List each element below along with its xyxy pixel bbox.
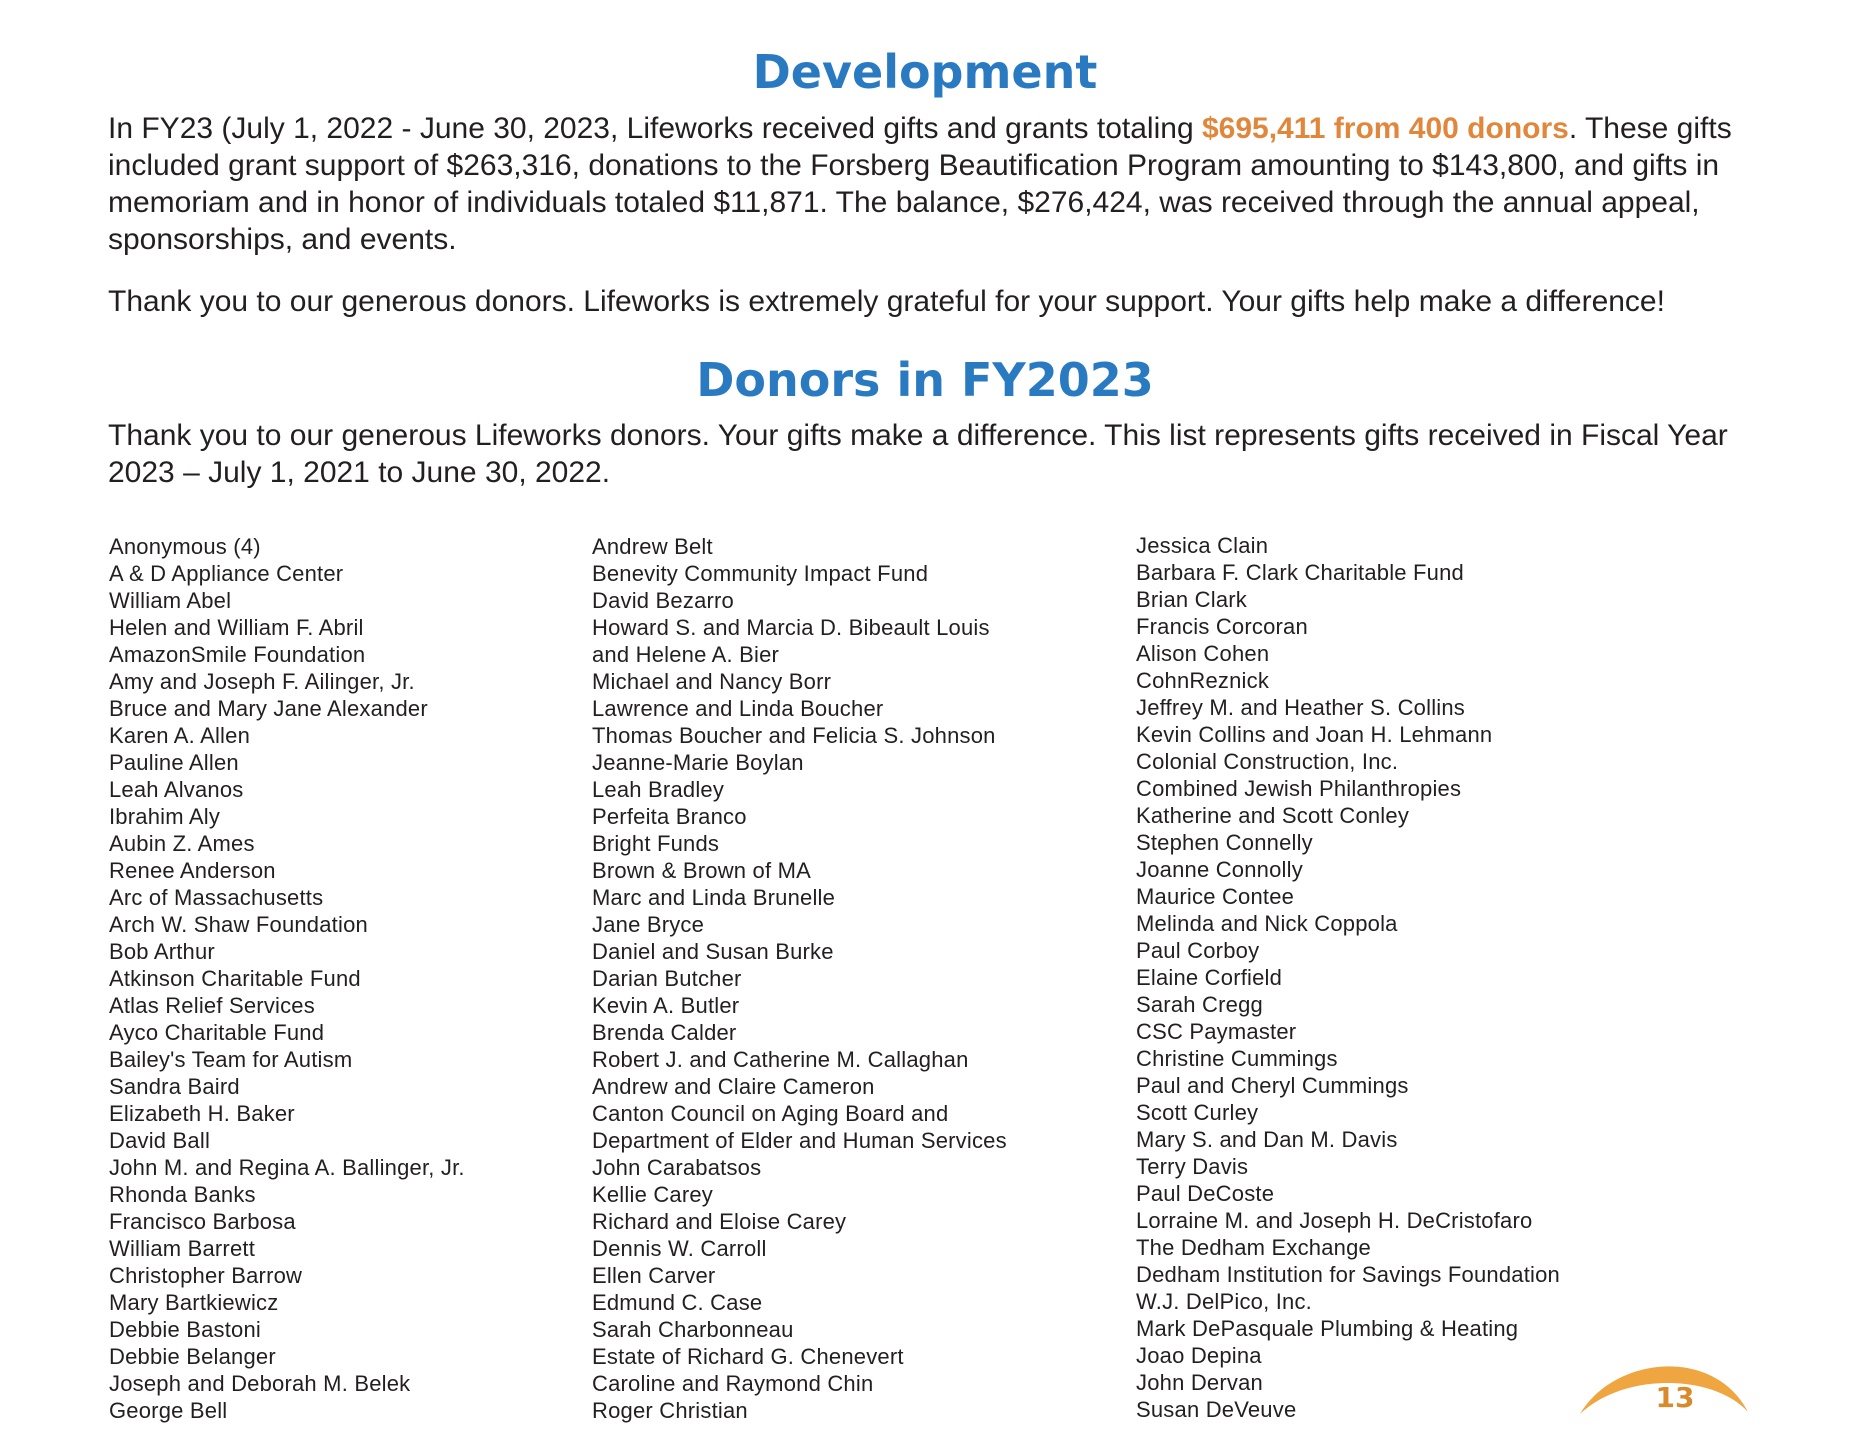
donor-name: Helen and William F. Abril	[109, 615, 364, 640]
donor-name: Karen A. Allen	[109, 723, 251, 748]
donor-name: The Dedham Exchange	[1136, 1235, 1371, 1260]
donor-name: Susan DeVeuve	[1136, 1397, 1297, 1422]
donor-name: Estate of Richard G. Chenevert	[592, 1344, 904, 1369]
donor-name: Richard and Eloise Carey	[592, 1209, 847, 1234]
donor-name: Sarah Cregg	[1136, 992, 1263, 1017]
donor-name: Paul Corboy	[1136, 938, 1260, 963]
donor-name: William Abel	[109, 588, 232, 613]
donor-name: Andrew Belt	[592, 534, 713, 559]
donor-name: Joanne Connolly	[1136, 857, 1303, 882]
donor-name: Kevin A. Butler	[592, 993, 740, 1018]
donor-list-column-3	[1136, 532, 1560, 1423]
donor-name: Pauline Allen	[109, 750, 239, 775]
donor-name: Canton Council on Aging Board and	[592, 1101, 949, 1126]
donors-intro-paragraph: Thank you to our generous Lifeworks donors. Your gifts make a difference. This list represents gifts received in Fiscal Year 2023 – July 1, 2021 to June 30, 2022.	[108, 419, 1728, 489]
thanks-paragraph: Thank you to our generous donors. Lifeworks is extremely grateful for your support. Your gifts help make a difference!	[108, 285, 1665, 318]
donor-name: Francisco Barbosa	[109, 1209, 296, 1234]
donor-name: Benevity Community Impact Fund	[592, 561, 929, 586]
donor-name: Perfeita Branco	[592, 804, 747, 829]
donor-name: Brian Clark	[1136, 587, 1248, 612]
donor-name: Department of Elder and Human Services	[592, 1128, 1007, 1153]
donor-list-column-1	[109, 533, 465, 1424]
donor-name: Aubin Z. Ames	[109, 831, 255, 856]
donor-name: Barbara F. Clark Charitable Fund	[1136, 560, 1464, 585]
donor-name: Bob Arthur	[109, 939, 215, 964]
donor-list-column-2	[592, 533, 1007, 1424]
donor-name: Darian Butcher	[592, 966, 742, 991]
donor-name: Francis Corcoran	[1136, 614, 1308, 639]
donor-name: Leah Bradley	[592, 777, 725, 802]
donor-name: Kevin Collins and Joan H. Lehmann	[1136, 722, 1493, 747]
donor-name: CSC Paymaster	[1136, 1019, 1297, 1044]
donor-name: Rhonda Banks	[109, 1182, 256, 1207]
donor-name: Colonial Construction, Inc.	[1136, 749, 1399, 774]
donor-name: Mark DePasquale Plumbing & Heating	[1136, 1316, 1519, 1341]
donor-name: Arch W. Shaw Foundation	[109, 912, 368, 937]
donor-name: Elizabeth H. Baker	[109, 1101, 295, 1126]
donor-name: Elaine Corfield	[1136, 965, 1283, 990]
donor-name: CohnReznick	[1136, 668, 1270, 693]
donor-name: Marc and Linda Brunelle	[592, 885, 836, 910]
donor-name: Bright Funds	[592, 831, 720, 856]
donor-name: Amy and Joseph F. Ailinger, Jr.	[109, 669, 415, 694]
donor-name: Alison Cohen	[1136, 641, 1270, 666]
donor-name: William Barrett	[109, 1236, 256, 1261]
intro-text-after: . These gifts included grant support of $263,316, donations to the Forsberg Beautification Program amounting to $143,800, and gifts in memoriam and in honor of individuals totaled $11,871. The balance, $276,424, was received through the annual appeal, sponsorships, and events.	[108, 112, 1732, 256]
donor-name: Leah Alvanos	[109, 777, 244, 802]
donor-name: Renee Anderson	[109, 858, 276, 883]
donor-name: Ellen Carver	[592, 1263, 716, 1288]
donor-name: Kellie Carey	[592, 1182, 714, 1207]
donor-name: Joao Depina	[1136, 1343, 1262, 1368]
donor-name: David Bezarro	[592, 588, 734, 613]
donor-name: Debbie Belanger	[109, 1344, 276, 1369]
donor-name: Ayco Charitable Fund	[109, 1020, 325, 1045]
donor-name: Paul and Cheryl Cummings	[1136, 1073, 1409, 1098]
donor-name: and Helene A. Bier	[592, 642, 780, 667]
donor-name: Mary S. and Dan M. Davis	[1136, 1127, 1398, 1152]
donor-name: Jessica Clain	[1136, 533, 1269, 558]
donor-name: Anonymous (4)	[109, 534, 261, 559]
donor-name: Edmund C. Case	[592, 1290, 763, 1315]
donor-name: David Ball	[109, 1128, 211, 1153]
donor-name: Bailey's Team for Autism	[109, 1047, 353, 1072]
donors-heading: Donors in FY2023	[696, 353, 1154, 407]
donor-name: Lawrence and Linda Boucher	[592, 696, 884, 721]
donor-name: Jane Bryce	[592, 912, 705, 937]
donor-name: John M. and Regina A. Ballinger, Jr.	[109, 1155, 465, 1180]
donor-name: Paul DeCoste	[1136, 1181, 1275, 1206]
total-gifts-highlight: $695,411 from 400 donors	[1201, 112, 1569, 145]
donor-name: Thomas Boucher and Felicia S. Johnson	[592, 723, 996, 748]
donor-name: W.J. DelPico, Inc.	[1136, 1289, 1312, 1314]
donor-name: Dennis W. Carroll	[592, 1236, 767, 1261]
donor-name: Sarah Charbonneau	[592, 1317, 794, 1342]
page-number: 13	[1655, 1381, 1695, 1414]
donor-name: Sandra Baird	[109, 1074, 240, 1099]
donor-name: Christopher Barrow	[109, 1263, 303, 1288]
intro-text-before: In FY23 (July 1, 2022 - June 30, 2023, Lifeworks received gifts and grants totaling	[108, 112, 1202, 145]
donor-name: Melinda and Nick Coppola	[1136, 911, 1398, 936]
donor-name: John Dervan	[1136, 1370, 1263, 1395]
donor-name: Scott Curley	[1136, 1100, 1259, 1125]
donor-name: Jeffrey M. and Heather S. Collins	[1136, 695, 1466, 720]
donor-name: John Carabatsos	[592, 1155, 762, 1180]
donor-name: Daniel and Susan Burke	[592, 939, 834, 964]
donor-name: George Bell	[109, 1398, 228, 1423]
donor-name: Terry Davis	[1136, 1154, 1249, 1179]
donor-name: Bruce and Mary Jane Alexander	[109, 696, 428, 721]
donor-name: Caroline and Raymond Chin	[592, 1371, 874, 1396]
donor-name: Brenda Calder	[592, 1020, 737, 1045]
donor-name: Atlas Relief Services	[109, 993, 315, 1018]
donor-name: Jeanne-Marie Boylan	[592, 750, 804, 775]
donor-name: AmazonSmile Foundation	[109, 642, 366, 667]
donor-name: Dedham Institution for Savings Foundation	[1136, 1262, 1560, 1287]
donor-name: Katherine and Scott Conley	[1136, 803, 1410, 828]
donor-name: A & D Appliance Center	[109, 561, 344, 586]
development-intro-paragraph	[108, 110, 1758, 258]
donor-name: Michael and Nancy Borr	[592, 669, 832, 694]
donor-name: Stephen Connelly	[1136, 830, 1313, 855]
donor-name: Brown & Brown of MA	[592, 858, 811, 883]
donor-name: Joseph and Deborah M. Belek	[109, 1371, 411, 1396]
donor-name: Lorraine M. and Joseph H. DeCristofaro	[1136, 1208, 1533, 1233]
donor-name: Debbie Bastoni	[109, 1317, 262, 1342]
donor-name: Atkinson Charitable Fund	[109, 966, 361, 991]
donor-name: Combined Jewish Philanthropies	[1136, 776, 1462, 801]
donor-name: Maurice Contee	[1136, 884, 1295, 909]
donor-name: Christine Cummings	[1136, 1046, 1338, 1071]
development-heading: Development	[752, 45, 1098, 99]
donor-name: Howard S. and Marcia D. Bibeault Louis	[592, 615, 990, 640]
donor-name: Arc of Massachusetts	[109, 885, 324, 910]
donor-name: Roger Christian	[592, 1398, 748, 1423]
donor-name: Ibrahim Aly	[109, 804, 221, 829]
donor-name: Robert J. and Catherine M. Callaghan	[592, 1047, 969, 1072]
donor-name: Andrew and Claire Cameron	[592, 1074, 875, 1099]
donor-name: Mary Bartkiewicz	[109, 1290, 279, 1315]
